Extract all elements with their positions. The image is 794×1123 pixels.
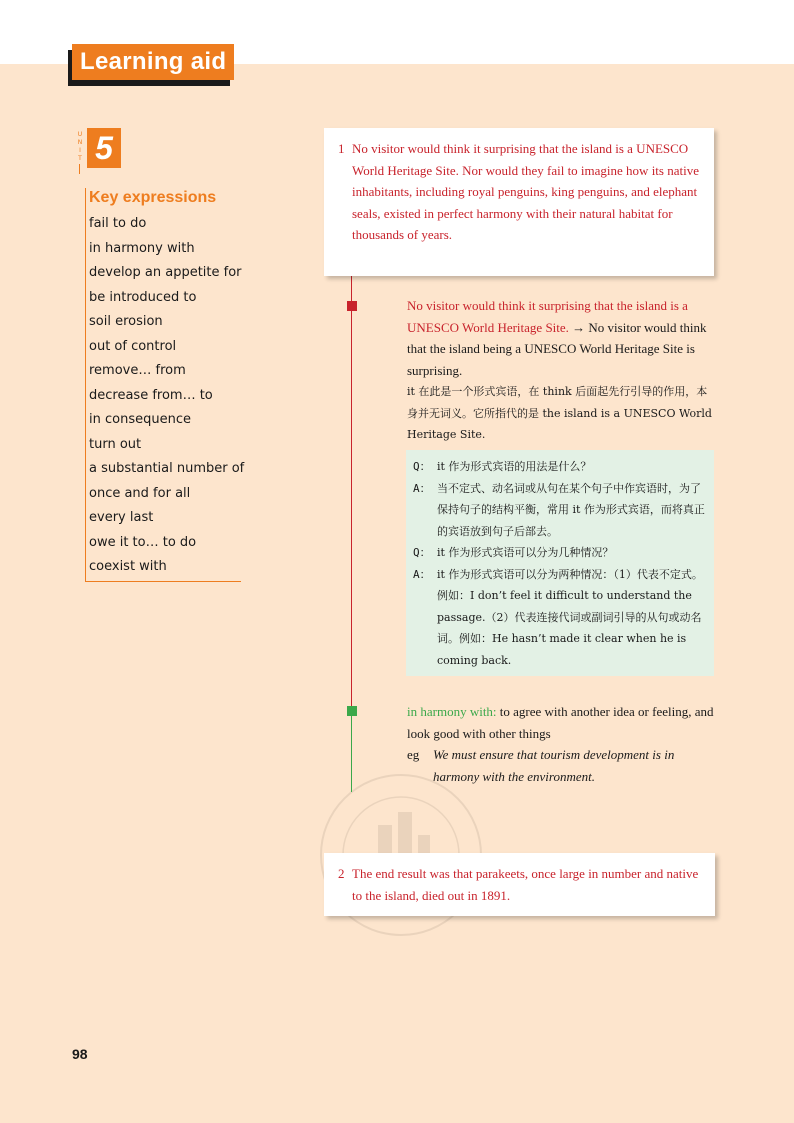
key-expression-item: fail to do <box>89 216 147 231</box>
example-sentence: We must ensure that tourism development is in harmony with the environment. <box>433 747 675 784</box>
sentence-text: No visitor would think it surprising that the island is a UNESCO World Heritage Site. Nor would they fail to imagine how its native inhabitants, including royal penguins, king penguins, and elephant seals, existed in perfect harmony with their natural habitat for thousands of years. <box>352 141 699 242</box>
key-expression-item: turn out <box>89 436 142 452</box>
note-explanation: it 在此是一个形式宾语，在 think 后面起先行引导的作用，本身并无词义。它所指代的是 the island is a UNESCO World Heritage Site. <box>407 385 712 441</box>
key-expression-item: soil erosion <box>89 314 163 329</box>
key-expression-item: out of control <box>89 338 177 354</box>
unit-number-badge: 5 <box>87 128 121 168</box>
vocab-definition: to agree with another idea or feeling, and look good with other things <box>407 704 714 741</box>
example-row <box>407 744 717 787</box>
qa-row <box>413 542 706 565</box>
key-expressions-underline <box>85 581 241 582</box>
grammar-note <box>407 295 712 446</box>
note-marker-green <box>347 706 357 716</box>
qa-row <box>413 564 706 667</box>
note-paraphrase: No visitor would think that the island being a UNESCO World Heritage Site is surprising. <box>407 319 707 378</box>
qa-label: Q： <box>413 460 431 473</box>
timeline-red <box>351 276 352 712</box>
qa-box <box>406 450 714 676</box>
vocabulary-note <box>407 701 717 787</box>
key-expression-item: remove… from <box>89 363 186 378</box>
sentence-text: The end result was that parakeets, once large in number and native to the island, died out in 1891. <box>352 866 699 903</box>
key-expression-item: develop an appetite for <box>89 265 242 280</box>
key-expression-item: a substantial number of <box>89 461 245 476</box>
qa-label: Q： <box>413 546 431 559</box>
key-expression-item: once and for all <box>89 485 191 501</box>
unit-letter: I <box>79 147 81 154</box>
note-marker-red <box>347 301 357 311</box>
qa-text: 当不定式、动名词或从句在某个句子中作宾语时，为了保持句子的结构平衡，常用 it 作为形式宾语，而将真正的宾语放到句子后部去。 <box>437 481 705 538</box>
key-expression-item: in consequence <box>89 412 191 427</box>
qa-text: it 作为形式宾语可以分为几种情况？ <box>437 546 614 559</box>
key-expression-item: every last <box>89 510 154 525</box>
sentence-number: 2 <box>338 866 345 881</box>
key-expressions-rule <box>85 188 86 582</box>
note-highlight: No visitor would think it surprising that the island is a UNESCO World Heritage Site. <box>407 298 688 335</box>
qa-row <box>413 478 706 538</box>
unit-letter: N <box>77 139 83 146</box>
unit-letter: T <box>78 155 82 162</box>
qa-text: it 作为形式宾语可以分为两种情况：（1）代表不定式。例如：I don’t feel it difficult to understand the passage.（2）代表连接代词或副词引导的从句或动名词。例如：He hasn’t made it clear when he is coming back. <box>437 567 703 667</box>
key-expression-item: be introduced to <box>89 289 197 305</box>
sentence-card-1 <box>324 128 714 276</box>
sentence-number: 1 <box>338 141 345 156</box>
unit-divider <box>79 164 80 174</box>
key-expression-item: decrease from… to <box>89 387 213 403</box>
qa-label: A： <box>413 481 431 495</box>
page-number: 98 <box>72 1046 88 1062</box>
key-expression-item: owe it to… to do <box>89 534 197 550</box>
timeline-green <box>351 712 352 792</box>
qa-row <box>413 456 706 479</box>
unit-letter: U <box>77 131 83 138</box>
unit-vertical-label <box>76 131 84 163</box>
key-expressions-list <box>89 212 245 580</box>
key-expressions-title: Key expressions <box>89 189 217 206</box>
key-expression-item: coexist with <box>89 559 167 574</box>
note-arrow: → <box>568 319 589 335</box>
qa-text: it 作为形式宾语的用法是什么？ <box>437 460 592 473</box>
learning-aid-label: Learning aid <box>72 44 234 80</box>
example-label: eg <box>407 747 420 762</box>
vocab-term: in harmony with: <box>407 704 497 719</box>
key-expression-item: in harmony with <box>89 240 195 256</box>
sentence-card-2 <box>324 853 715 916</box>
qa-label: A： <box>413 567 431 581</box>
